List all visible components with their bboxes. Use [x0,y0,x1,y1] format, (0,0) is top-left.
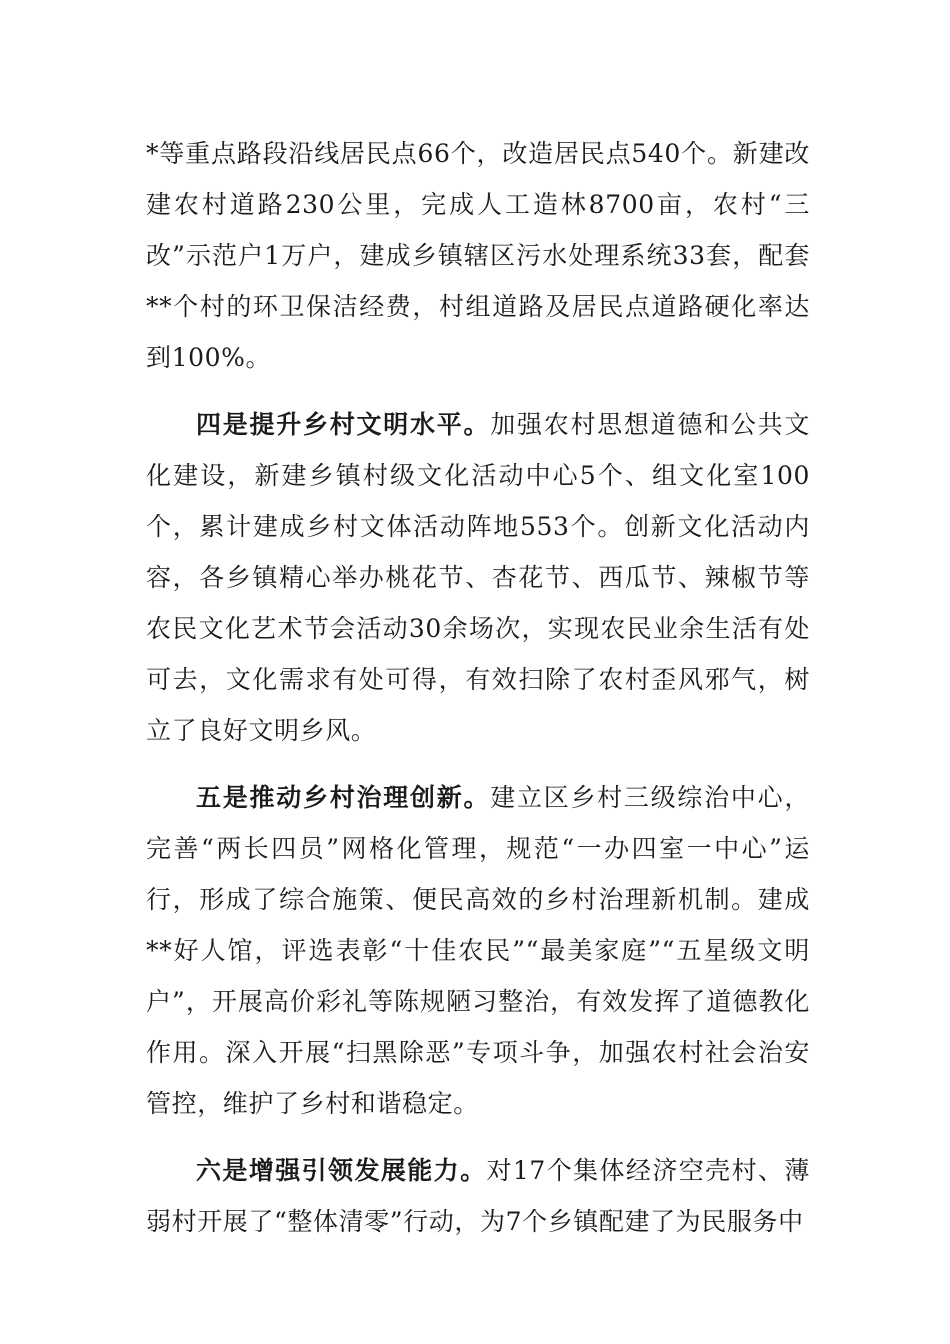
paragraph-heading: 五是推动乡村治理创新。 [196,783,491,812]
paragraph-text: *等重点路段沿线居民点66个，改造居民点540个。新建改建农村道路230公里，完成人工造林8700亩，农村“三改”示范户1万户，建成乡镇辖区污水处理系统33套，配套**个村的环卫保洁经费，村组道路及居民点道路硬化率达到100%。 [146,139,810,372]
document-body [146,128,810,1247]
paragraph-continuation [146,128,810,383]
paragraph-heading: 四是提升乡村文明水平。 [196,410,491,439]
paragraph-development-capacity [146,1145,810,1247]
paragraph-text: 对17个集体经济空壳村、薄弱村开展了“整体清零”行动，为7个乡镇配建了为民服务中 [146,1156,810,1236]
paragraph-text: 加强农村思想道德和公共文化建设，新建乡镇村级文化活动中心5个、组文化室100个，累计建成乡村文体活动阵地553个。创新文化活动内容，各乡镇精心举办桃花节、杏花节、西瓜节、辣椒节等农民文化艺术节会活动30余场次，实现农民业余生活有处可去，文化需求有处可得，有效扫除了农村歪风邪气，树立了良好文明乡风。 [146,410,810,745]
paragraph-rural-civilization [146,399,810,756]
paragraph-text: 建立区乡村三级综治中心，完善“两长四员”网格化管理，规范“一办四室一中心”运行，形成了综合施策、便民高效的乡村治理新机制。建成**好人馆，评选表彰“十佳农民”“最美家庭”“五星级文明户”，开展高价彩礼等陈规陋习整治，有效发挥了道德教化作用。深入开展“扫黑除恶”专项斗争，加强农村社会治安管控，维护了乡村和谐稳定。 [146,783,810,1118]
paragraph-heading: 六是增强引领发展能力。 [196,1156,487,1185]
paragraph-rural-governance [146,772,810,1129]
